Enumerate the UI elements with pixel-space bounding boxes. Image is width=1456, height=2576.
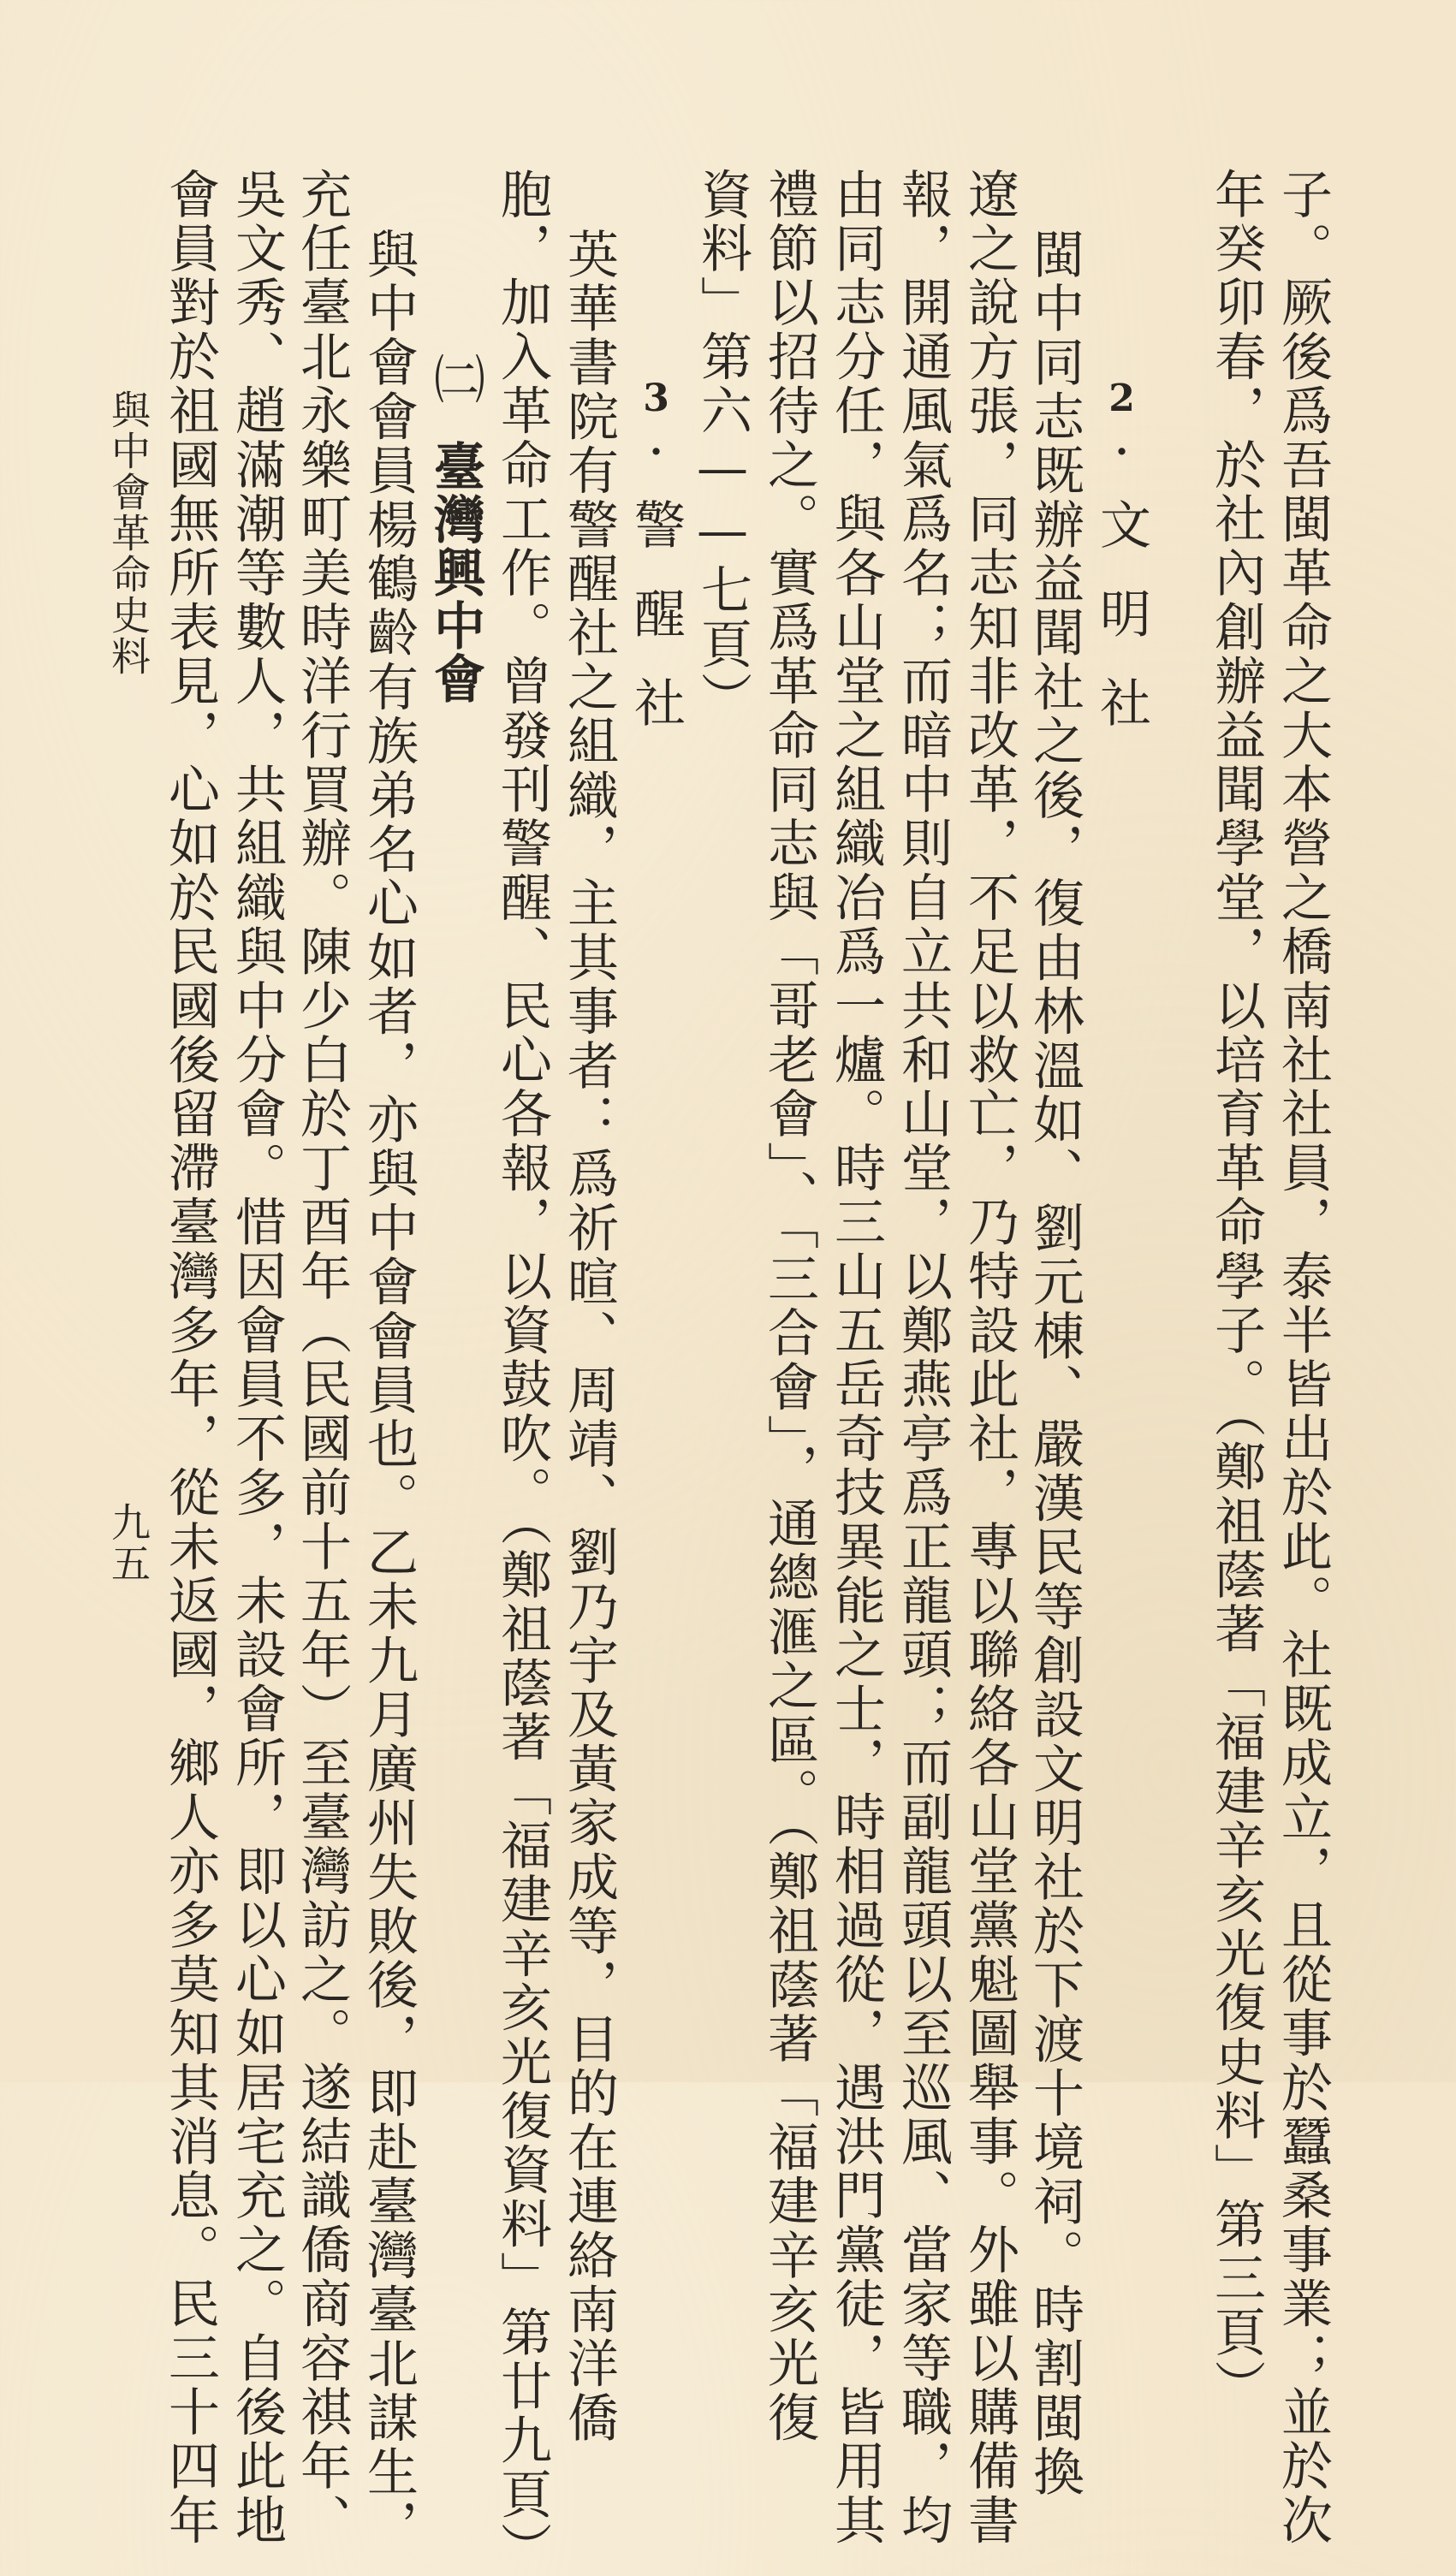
text-column-12: 胞，加入革命工作。曾發刊警醒、民心各報，以資鼓吹。（鄭祖蔭著「福建辛亥光復資料」第廿九頁） xyxy=(492,168,552,2576)
text-column-11: 英華書院有警醒社之組織，主其事者：爲祈暄、周靖、劉乃宇及黃家成等，目的在連絡南洋僑 xyxy=(559,228,619,2446)
text-column-16: 吳文秀、趙滿潮等數人，共組織與中分會。惜因會員不多，未設會所，即以心如居宅充之。自後此地 xyxy=(227,168,287,2548)
heading-number: 3. xyxy=(634,377,678,464)
section-heading-wenming xyxy=(1089,377,1154,765)
heading-number: 2. xyxy=(1100,377,1144,464)
heading-title: 文明社 xyxy=(1091,498,1151,765)
text-column-5: 遼之說方張，同志知非改革，不足以救亡，乃特設此社，專以聯絡各山堂黨魁圖舉事。外雖以購備書 xyxy=(960,168,1019,2548)
section-title: 臺灣興中會 xyxy=(425,440,485,705)
running-title: 與中會革命史料 xyxy=(105,389,152,677)
text-column-8: 禮節以招待之。實爲革命同志與「哥老會」、「三合會」，通總滙之區。（鄭祖蔭著「福建辛亥光復 xyxy=(759,168,819,2445)
text-column-15: 充任臺北永樂町美時洋行買辦。陳少白於丁酉年（民國前十五年）至臺灣訪之。遂結識僑商容祺年、 xyxy=(292,168,352,2548)
heading-title: 警醒社 xyxy=(626,498,686,765)
section-heading-taiwan xyxy=(423,353,488,705)
text-column-7: 由同志分任，與各山堂之組織冶爲一爐。時三山五岳奇技異能之士，時相過從，遇洪門黨徒，皆用其 xyxy=(826,168,886,2548)
text-column-1: 子。厥後爲吾閩革命之大本營之橋南社社員，泰半皆出於此。社既成立，且從事於蠶桑事業；並於次 xyxy=(1273,168,1333,2548)
text-column-6: 報，開通風氣爲名；而暗中則自立共和山堂，以鄭燕亭爲正龍頭；而副龍頭以至巡風、當家等職，均 xyxy=(893,168,953,2548)
section-marker: ㈡ xyxy=(425,353,485,406)
text-column-2: 年癸卯春，於社內創辦益聞學堂，以培育革命學子。（鄭祖蔭著「福建辛亥光復史料」第三頁） xyxy=(1206,168,1266,2414)
text-column-9: 資料」第六——七頁） xyxy=(692,168,752,726)
section-heading-jingxing xyxy=(623,377,688,765)
text-column-17: 會員對於祖國無所表見，心如於民國後留滯臺灣多年，從未返國，鄉人亦多莫知其消息。民三十四年 xyxy=(160,168,220,2548)
text-column-4: 閩中同志既辦益聞社之後，復由林溫如、劉元棟、嚴漢民等創設文明社於下渡十境祠。時割閩換 xyxy=(1025,228,1085,2500)
page-number: 九五 xyxy=(105,1502,152,1584)
text-column-14: 與中會會員楊鶴齡有族弟名心如者，亦與中會會員也。乙未九月廣州失敗後，即赴臺灣臺北謀生， xyxy=(359,228,419,2554)
